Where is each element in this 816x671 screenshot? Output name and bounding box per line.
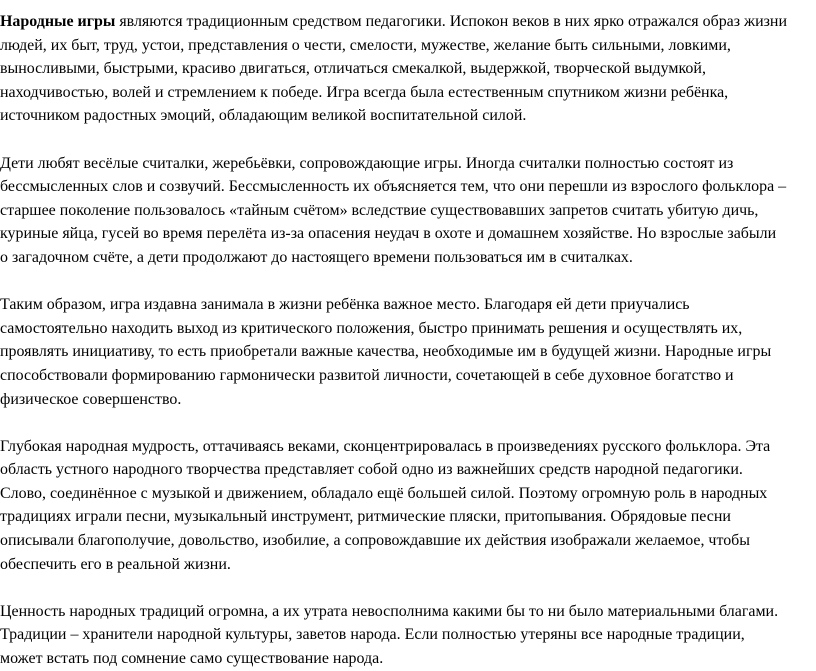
paragraph-role-of-play bbox=[0, 293, 812, 411]
text-line: Дети любят весёлые считалки, жеребьёвки, сопровождающие игры. Иногда считалки полностью состоят из bbox=[0, 154, 734, 172]
text-line: о загадочном счёте, а дети продолжают до настоящего времени пользоваться им в считалках. bbox=[0, 248, 633, 266]
text-line: описывали благополучие, довольство, изобилие, а сопровождавшие их действия изображали желаемое, чтобы bbox=[0, 532, 751, 550]
text-line: может встать под сомнение само существование народа. bbox=[0, 650, 384, 668]
text-line-content: являются традиционным средством педагогики. Испокон веков в них ярко отражался образ жизни bbox=[115, 13, 787, 30]
text-line: Слово, соединённое с музыкой и движением, обладало ещё большей силой. Поэтому огромную роль в народных bbox=[0, 484, 768, 502]
text-line: обеспечить его в реальной жизни. bbox=[0, 555, 231, 573]
text-line: Таким образом, игра издавна занимала в жизни ребёнка важное место. Благодаря ей дети приучались bbox=[0, 296, 690, 314]
text-line: самостоятельно находить выход из критического положения, быстро принимать решения и осуществлять их, bbox=[0, 319, 743, 337]
paragraph-intro bbox=[0, 10, 812, 128]
paragraph-counting-rhymes bbox=[0, 152, 812, 270]
text-line: выносливыми, быстрыми, красиво двигаться, отличаться смекалкой, выдержкой, творческой выдумкой, bbox=[0, 60, 706, 78]
text-line: находчивостью, волей и стремлением к победе. Игра всегда была естественным спутником жизни ребёнка, bbox=[0, 83, 729, 101]
paragraph-value-of-traditions bbox=[0, 600, 812, 671]
paragraph-folk-wisdom bbox=[0, 435, 812, 577]
text-line: способствовали формированию гармонически развитой личности, сочетающей в себе духовное богатство и bbox=[0, 366, 734, 384]
text-line: проявлять инициативу, то есть приобретали важные качества, необходимые им в будущей жизни. Народные игры bbox=[0, 343, 772, 361]
document-body bbox=[0, 10, 812, 671]
text-line: бессмысленных слов и созвучий. Бессмысленность их объясняется тем, что они перешли из взрослого фольклора – bbox=[0, 178, 787, 196]
text-line bbox=[0, 10, 812, 34]
text-line: Глубокая народная мудрость, оттачиваясь веками, сконцентрировалась в произведениях русского фольклора. Эта bbox=[0, 437, 771, 455]
lead-term: Народные игры bbox=[0, 13, 116, 30]
text-line: физическое совершенство. bbox=[0, 390, 182, 408]
text-line: старшее поколение пользовалось «тайным счётом» вследствие существовавших запретов считать убитую дичь, bbox=[0, 201, 759, 219]
text-line: Ценность народных традиций огромна, а их утрата невосполнима какими бы то ни было материальными благами. bbox=[0, 602, 779, 620]
text-line: область устного народного творчества представляет собой одно из важнейших средств народной педагогики. bbox=[0, 461, 743, 479]
text-line: источником радостных эмоций, обладающим великой воспитательной силой. bbox=[0, 107, 527, 125]
text-line: традициях играли песни, музыкальный инструмент, ритмические пляски, притопывания. Обрядовые песни bbox=[0, 508, 731, 526]
text-line: людей, их быт, труд, устои, представления о чести, смелости, мужестве, желание быть сильными, ловкими, bbox=[0, 36, 731, 54]
text-line: Традиции – хранители народной культуры, заветов народа. Если полностью утеряны все народные традиции, bbox=[0, 626, 745, 644]
text-line: куриные яйца, гусей во время перелёта из-за опасения неудач в охоте и домашнем хозяйстве. Но взрослые забыли bbox=[0, 225, 777, 243]
